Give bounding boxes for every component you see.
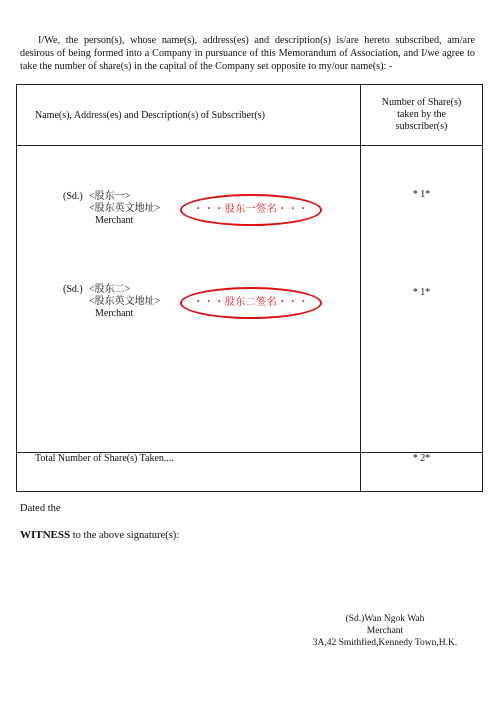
total-value: * 2*: [361, 453, 483, 492]
shares-cell: [361, 146, 483, 453]
subscribers-table: [16, 84, 483, 492]
header-shares-line: subscriber(s): [395, 121, 448, 132]
witness-rest: to the above signature(s):: [70, 530, 180, 541]
witness-name: (Sd.)Wan Ngok Wah: [345, 614, 425, 624]
intro-paragraph: I/We, the person(s), whose name(s), address(es) and description(s) is/are hereto subscribed, am/are desirous of being formed into a Company in pursuance of this Memorandum of Association, and I/we agree to take the number of share(s) in the capital of the Company set opposite to my/our name(s): -: [20, 35, 475, 72]
total-row: [17, 453, 483, 492]
table-header-row: [17, 85, 483, 146]
subscriber-description: Merchant: [95, 308, 134, 319]
subscriber-block: [63, 284, 160, 320]
witness-line: [20, 529, 179, 541]
subscriber-block: [63, 191, 160, 227]
shares-value: * 1*: [412, 287, 431, 298]
witness-bold: WITNESS: [20, 529, 71, 541]
header-shares-line: taken by the: [397, 109, 446, 120]
dated-label: Dated the: [20, 503, 61, 514]
total-label: Total Number of Share(s) Taken....: [17, 453, 361, 492]
sd-prefix: (Sd.): [63, 191, 83, 202]
subscriber-description: Merchant: [95, 215, 134, 226]
shares-value: * 1*: [412, 189, 431, 200]
header-subscribers: Name(s), Address(es) and Description(s) of Subscriber(s): [17, 85, 361, 146]
signature-stamp: ・・・股东二签名・・・: [180, 287, 322, 319]
witness-occupation: Merchant: [366, 626, 404, 636]
witness-signature-block: [300, 613, 470, 649]
signature-stamp: ・・・股东一签名・・・: [180, 194, 322, 226]
sd-prefix: (Sd.): [63, 284, 83, 295]
subscriber-name: <股东一>: [89, 191, 131, 202]
subscriber-name: <股东二>: [89, 284, 131, 295]
subscribers-cell: [17, 146, 361, 453]
subscriber-address: <股东英文地址>: [89, 296, 161, 307]
witness-address: 3A,42 Smithfied,Kennedy Town,H.K.: [312, 638, 458, 648]
header-shares: [361, 85, 483, 146]
subscribers-body-row: [17, 146, 483, 453]
header-shares-line: Number of Share(s): [381, 97, 462, 108]
subscriber-address: <股东英文地址>: [89, 203, 161, 214]
